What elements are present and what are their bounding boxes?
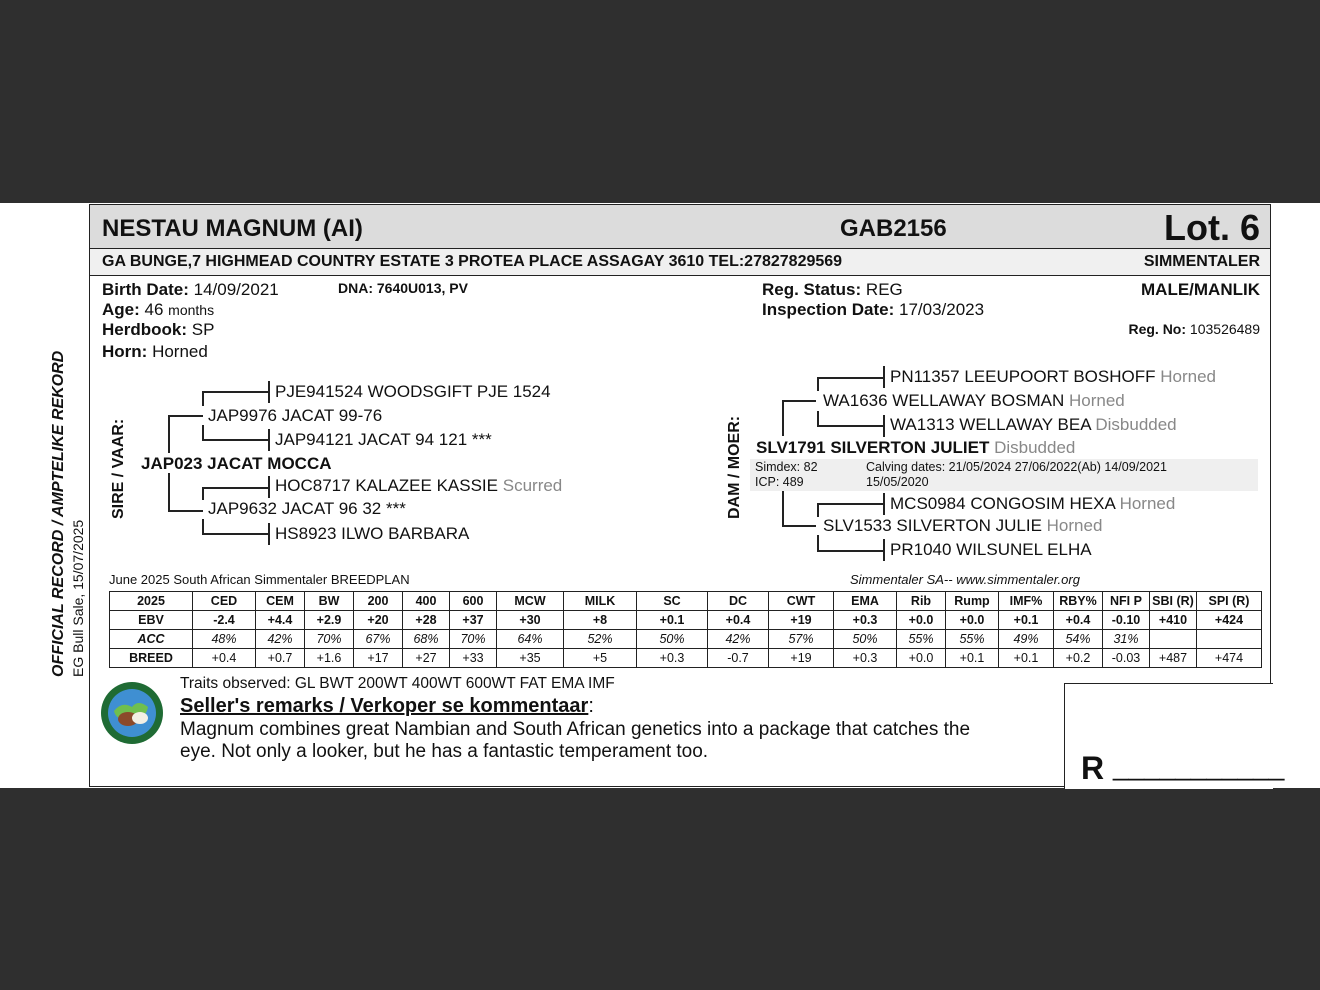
ebv-cell: +0.0	[897, 611, 946, 630]
dd-branch-up	[817, 503, 819, 517]
ebv-cell: EBV	[110, 611, 193, 630]
ebv-row	[110, 592, 1262, 611]
sd-tick-bottom	[268, 523, 270, 545]
dam-line-down	[782, 491, 784, 525]
ebv-cell: -0.03	[1103, 649, 1150, 668]
price-blank[interactable]: ___________	[1113, 750, 1285, 781]
ebv-cell: -0.7	[708, 649, 769, 668]
dam-dam-sire: MCS0984 CONGOSIM HEXA Horned	[890, 494, 1176, 513]
ebv-cell: MCW	[497, 592, 564, 611]
ebv-cell: SC	[637, 592, 708, 611]
ebv-cell: Rib	[897, 592, 946, 611]
ebv-cell: +33	[450, 649, 497, 668]
ebv-cell: +487	[1150, 649, 1197, 668]
ds-tick-top	[883, 366, 885, 388]
ss-branch-down	[202, 425, 204, 440]
ebv-cell: +0.3	[834, 649, 897, 668]
remarks-line-1: Magnum combines great Nambian and South African genetics into a package that catches the	[180, 719, 971, 740]
sire-sire-sire: PJE941524 WOODSGIFT PJE 1524	[275, 382, 551, 401]
ebv-cell: +35	[497, 649, 564, 668]
age: Age: 46 months	[102, 300, 215, 319]
sire-line-down	[168, 473, 170, 511]
owner-address: GA BUNGE,7 HIGHMEAD COUNTRY ESTATE 3 PROTEA PLACE ASSAGAY 3610 TEL:27827829569	[102, 253, 843, 270]
inspection-date: Inspection Date: 17/03/2023	[762, 300, 985, 319]
ebv-cell: +19	[769, 649, 834, 668]
ebv-cell: CEM	[256, 592, 305, 611]
dam-icp: ICP: 489	[755, 475, 804, 489]
dam-dam: SLV1533 SILVERTON JULIE Horned	[823, 516, 1103, 535]
sd-branch-top	[202, 487, 268, 489]
ebv-cell: 200	[354, 592, 403, 611]
ebv-cell: +0.7	[256, 649, 305, 668]
ebv-cell: +8	[564, 611, 637, 630]
dam-name: SLV1791 SILVERTON JULIET Disbudded	[756, 438, 1076, 457]
ss-tick-top	[268, 381, 270, 403]
dam-sire-dam: WA1313 WELLAWAY BEA Disbudded	[890, 415, 1177, 434]
dd-branch-down	[817, 535, 819, 550]
ss-branch-up	[202, 391, 204, 406]
ebv-cell: Rump	[946, 592, 999, 611]
ebv-cell: +0.4	[1054, 611, 1103, 630]
ebv-cell: 400	[403, 592, 450, 611]
dna-info: DNA: 7640U013, PV	[338, 280, 468, 296]
ebv-cell: 600	[450, 592, 497, 611]
ebv-cell: IMF%	[999, 592, 1054, 611]
ebv-cell: +0.1	[999, 611, 1054, 630]
sd-tick-top	[268, 476, 270, 498]
ebv-cell: 55%	[897, 630, 946, 649]
sire-dam: JAP9632 JACAT 96 32 ***	[208, 499, 406, 518]
breedplan-site: Simmentaler SA-- www.simmentaler.org	[850, 572, 1080, 587]
horn-status: Horn: Horned	[102, 342, 208, 361]
ss-tick-bottom	[268, 429, 270, 451]
animal-id: GAB2156	[840, 215, 947, 242]
ebv-row	[110, 611, 1262, 630]
sex: MALE/MANLIK	[1141, 280, 1260, 299]
dam-dam-dam: PR1040 WILSUNEL ELHA	[890, 540, 1092, 559]
dam-line-up	[782, 400, 784, 436]
ebv-cell: +37	[450, 611, 497, 630]
ebv-cell: ACC	[110, 630, 193, 649]
ebv-cell: +424	[1197, 611, 1262, 630]
ebv-cell	[1197, 630, 1262, 649]
ebv-cell	[1150, 630, 1197, 649]
ebv-cell: 54%	[1054, 630, 1103, 649]
ebv-cell: 70%	[305, 630, 354, 649]
ebv-cell: +0.1	[637, 611, 708, 630]
ebv-cell: +20	[354, 611, 403, 630]
ebv-cell: +0.4	[193, 649, 256, 668]
ebv-cell: 67%	[354, 630, 403, 649]
ebv-cell: +1.6	[305, 649, 354, 668]
dd-branch-top	[817, 503, 883, 505]
ebv-cell: 2025	[110, 592, 193, 611]
sd-branch-down	[202, 519, 204, 533]
sd-branch-bottom	[202, 533, 268, 535]
sire-dam-sire: HOC8717 KALAZEE KASSIE Scurred	[275, 476, 563, 495]
reg-status: Reg. Status: REG	[762, 280, 903, 299]
simmentaler-logo	[100, 681, 164, 745]
ebv-cell: 50%	[834, 630, 897, 649]
birth-date: Birth Date: 14/09/2021	[102, 280, 279, 299]
remarks-line-2: eye. Not only a looker, but he has a fantastic temperament too.	[180, 741, 709, 762]
sire-dam-dam: HS8923 ILWO BARBARA	[275, 524, 470, 543]
ebv-table-body	[110, 592, 1262, 668]
ebv-cell: +27	[403, 649, 450, 668]
ss-branch-bottom	[202, 439, 268, 441]
ebv-cell: EMA	[834, 592, 897, 611]
ebv-cell: +19	[769, 611, 834, 630]
ebv-cell: +5	[564, 649, 637, 668]
breed-name: SIMMENTALER	[1143, 253, 1260, 270]
price-currency: R	[1081, 750, 1105, 786]
ebv-cell: +0.1	[946, 649, 999, 668]
sd-branch-up	[202, 487, 204, 500]
traits-observed: Traits observed: GL BWT 200WT 400WT 600WT FAT EMA IMF	[180, 675, 615, 692]
sire-name: JAP023 JACAT MOCCA	[141, 454, 332, 473]
ebv-cell: -0.10	[1103, 611, 1150, 630]
ebv-cell: +0.1	[999, 649, 1054, 668]
ds-branch-up	[817, 377, 819, 391]
ebv-cell: 31%	[1103, 630, 1150, 649]
ebv-cell: BW	[305, 592, 354, 611]
dam-calving-dates-2: 15/05/2020	[866, 475, 929, 489]
ebv-cell: 42%	[708, 630, 769, 649]
ebv-cell: +0.0	[946, 611, 999, 630]
dam-line-dd	[782, 525, 816, 527]
breedplan-title: June 2025 South African Simmentaler BREEDPLAN	[109, 572, 410, 587]
reg-number: Reg. No: 103526489	[1128, 321, 1260, 337]
ebv-cell: NFI P	[1103, 592, 1150, 611]
lot-number: Lot. 6	[1164, 207, 1260, 248]
ebv-cell: +30	[497, 611, 564, 630]
official-record-label: OFFICIAL RECORD / AMPTELIKE REKORD	[50, 350, 67, 677]
ebv-cell: 68%	[403, 630, 450, 649]
ebv-row	[110, 649, 1262, 668]
sire-sire-dam: JAP94121 JACAT 94 121 ***	[275, 430, 492, 449]
ebv-cell: SPI (R)	[1197, 592, 1262, 611]
ss-branch-top	[202, 391, 268, 393]
ebv-cell: +4.4	[256, 611, 305, 630]
ebv-cell: 50%	[637, 630, 708, 649]
lot-card	[89, 204, 1285, 787]
price-box	[1064, 683, 1285, 789]
animal-name: NESTAU MAGNUM (AI)	[102, 215, 363, 242]
dam-sire: WA1636 WELLAWAY BOSMAN Horned	[823, 391, 1125, 410]
dam-line-ds	[782, 400, 816, 402]
ebv-cell: +0.3	[637, 649, 708, 668]
ebv-cell: +0.2	[1054, 649, 1103, 668]
dam-simdex: Simdex: 82	[755, 460, 818, 474]
ebv-cell: DC	[708, 592, 769, 611]
sire-sire: JAP9976 JACAT 99-76	[208, 406, 383, 425]
ebv-cell: +2.9	[305, 611, 354, 630]
ebv-cell: RBY%	[1054, 592, 1103, 611]
ebv-cell: 49%	[999, 630, 1054, 649]
ds-branch-top	[817, 377, 883, 379]
ebv-cell: +0.3	[834, 611, 897, 630]
sire-line-up	[168, 415, 170, 453]
sale-label: EG Bull Sale, 15/07/2025	[70, 519, 86, 677]
ebv-cell: 52%	[564, 630, 637, 649]
ds-branch-bottom	[817, 425, 883, 427]
ebv-cell: MILK	[564, 592, 637, 611]
ebv-cell: 70%	[450, 630, 497, 649]
ebv-cell: SBI (R)	[1150, 592, 1197, 611]
dam-label: DAM / MOER:	[726, 415, 743, 519]
ebv-cell: +28	[403, 611, 450, 630]
ebv-cell: +0.4	[708, 611, 769, 630]
ebv-cell: 64%	[497, 630, 564, 649]
sire-label: SIRE / VAAR:	[110, 418, 127, 519]
ebv-cell: CWT	[769, 592, 834, 611]
card-header	[90, 205, 1270, 249]
herdbook: Herdbook: SP	[102, 320, 215, 339]
ebv-cell: +410	[1150, 611, 1197, 630]
dd-tick-top	[883, 493, 885, 515]
dam-sire-sire: PN11357 LEEUPOORT BOSHOFF Horned	[890, 367, 1216, 386]
ebv-table	[109, 591, 1262, 668]
dd-branch-bottom	[817, 550, 883, 552]
ebv-cell: +17	[354, 649, 403, 668]
ebv-cell: +474	[1197, 649, 1262, 668]
ebv-cell: +0.0	[897, 649, 946, 668]
sire-line-ss	[168, 415, 203, 417]
dam-calving-dates: Calving dates: 21/05/2024 27/06/2022(Ab) 14/09/2021	[866, 460, 1167, 474]
remarks-title: Seller's remarks / Verkoper se kommentaar:	[180, 695, 594, 717]
ds-branch-down	[817, 411, 819, 425]
ebv-cell: 48%	[193, 630, 256, 649]
ebv-cell: -2.4	[193, 611, 256, 630]
ebv-cell: CED	[193, 592, 256, 611]
ds-tick-bottom	[883, 415, 885, 437]
ebv-cell: 42%	[256, 630, 305, 649]
ebv-row	[110, 630, 1262, 649]
ebv-cell: 55%	[946, 630, 999, 649]
ebv-cell: 57%	[769, 630, 834, 649]
ebv-cell: BREED	[110, 649, 193, 668]
dd-tick-bottom	[883, 539, 885, 561]
owner-bar	[90, 249, 1270, 276]
sire-line-sd	[168, 510, 203, 512]
